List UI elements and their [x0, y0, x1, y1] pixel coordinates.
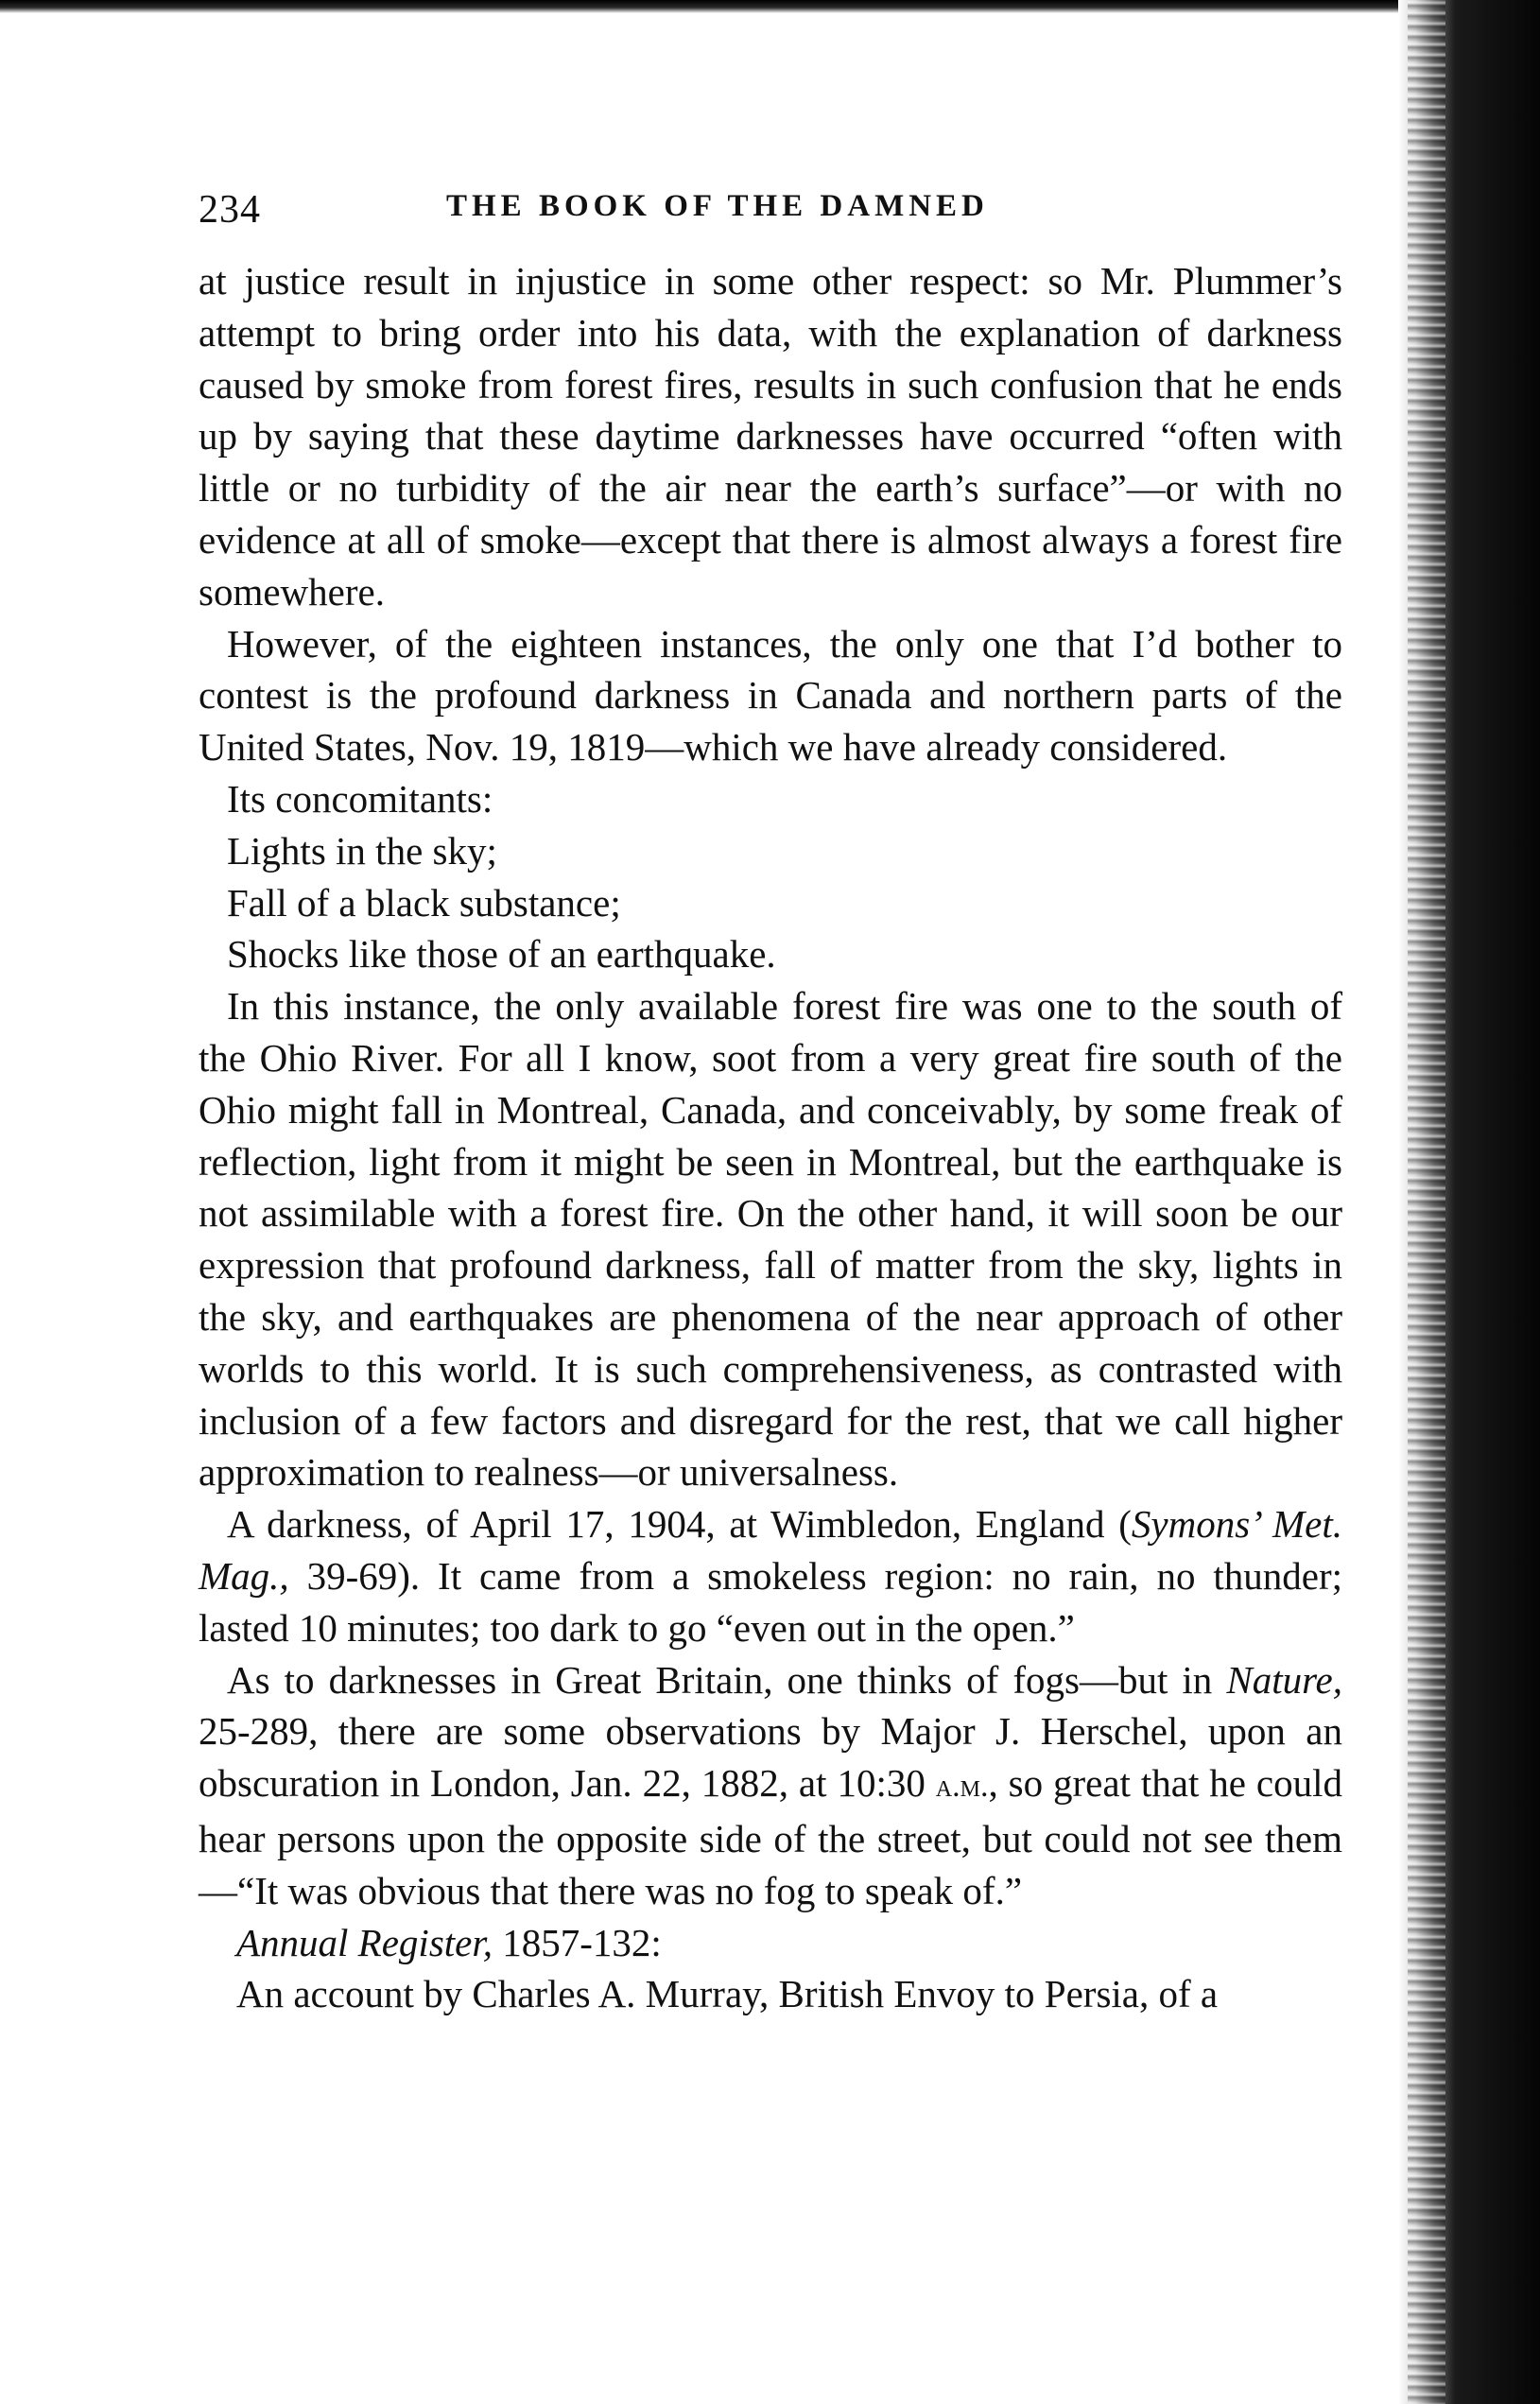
list-item-shocks: Shocks like those of an earthquake. — [227, 932, 776, 977]
page-number: 234 — [199, 188, 261, 232]
paragraph-8 — [199, 1498, 1342, 1653]
p10-citation-title: Annual Register, — [236, 1920, 493, 1964]
p9-text-middle: 25-289, there are some observations by Major J. Herschel, upon an obscuration in London, Jan. 22, 1882, at 10:30 — [199, 1709, 1342, 1806]
p10-citation-ref: 1857-132: — [493, 1920, 662, 1964]
scan-top-edge — [0, 0, 1540, 13]
list-item-lights: Lights in the sky; — [227, 828, 497, 873]
p9-time-marker: a.m. — [935, 1769, 989, 1805]
body-text — [199, 255, 1342, 2020]
list-item-black-substance: Fall of a black substance; — [227, 880, 621, 925]
paragraph-1: at justice result in injustice in some other respect: so Mr. Plummer’s attempt to bring order into his data, with the explanation of darkness caused by smoke from forest fires, results in such confusion that he ends up by saying that these daytime darknesses have occurred “often with little or no turbidity of the air near the earth’s surface”—or with no evidence at all of smoke—except that there is almost always a forest fire somewhere. — [199, 259, 1342, 614]
p8-citation-title: Symons’ Met. Mag., — [199, 1502, 1342, 1598]
p9-citation-title: Nature, — [1226, 1657, 1342, 1702]
book-page-edge-shadow — [1398, 0, 1540, 2404]
p8-text-end: 39-69). It came from a smokeless region: no rain, no thunder; lasted 10 minutes; too dark to go “even out in the open.” — [199, 1553, 1342, 1650]
paragraph-9 — [199, 1654, 1342, 1917]
p9-text-end: , so great that he could hear persons upon the opposite side of the street, but could not see them—“It was obvious that there was no fog to speak of.” — [199, 1761, 1342, 1912]
paragraph-3: Its concomitants: — [227, 776, 493, 821]
paragraph-2: However, of the eighteen instances, the only one that I’d bother to contest is the profound darkness in Canada and northern parts of the United States, Nov. 19, 1819—which we have already considered. — [199, 621, 1342, 770]
paragraph-7: In this instance, the only available forest fire was one to the south of the Ohio River. For all I know, soot from a very great fire south of the Ohio might fall in Montreal, Canada, and conceivably, by some freak of reflection, light from it might be seen in Montreal, but the earthquake is not assimilable with a forest fire. On the other hand, it will soon be our expression that profound darkness, fall of matter from the sky, lights in the sky, and earthquakes are phenomena of the near approach of other worlds to this world. It is such comprehensiveness, as contrasted with inclusion of a few factors and disregard for the rest, that we call higher approximation to realness—or universalness. — [199, 984, 1342, 1495]
running-title: THE BOOK OF THE DAMNED — [446, 189, 989, 223]
p8-text-start: A darkness, of April 17, 1904, at Wimbledon, England ( — [227, 1502, 1132, 1547]
paragraph-10 — [199, 1917, 1342, 1969]
page-header — [199, 187, 1342, 253]
paragraph-11: An account by Charles A. Murray, British Envoy to Persia, of a — [236, 1972, 1219, 2016]
p9-text-start: As to darknesses in Great Britain, one thinks of fogs—but in — [227, 1657, 1227, 1702]
